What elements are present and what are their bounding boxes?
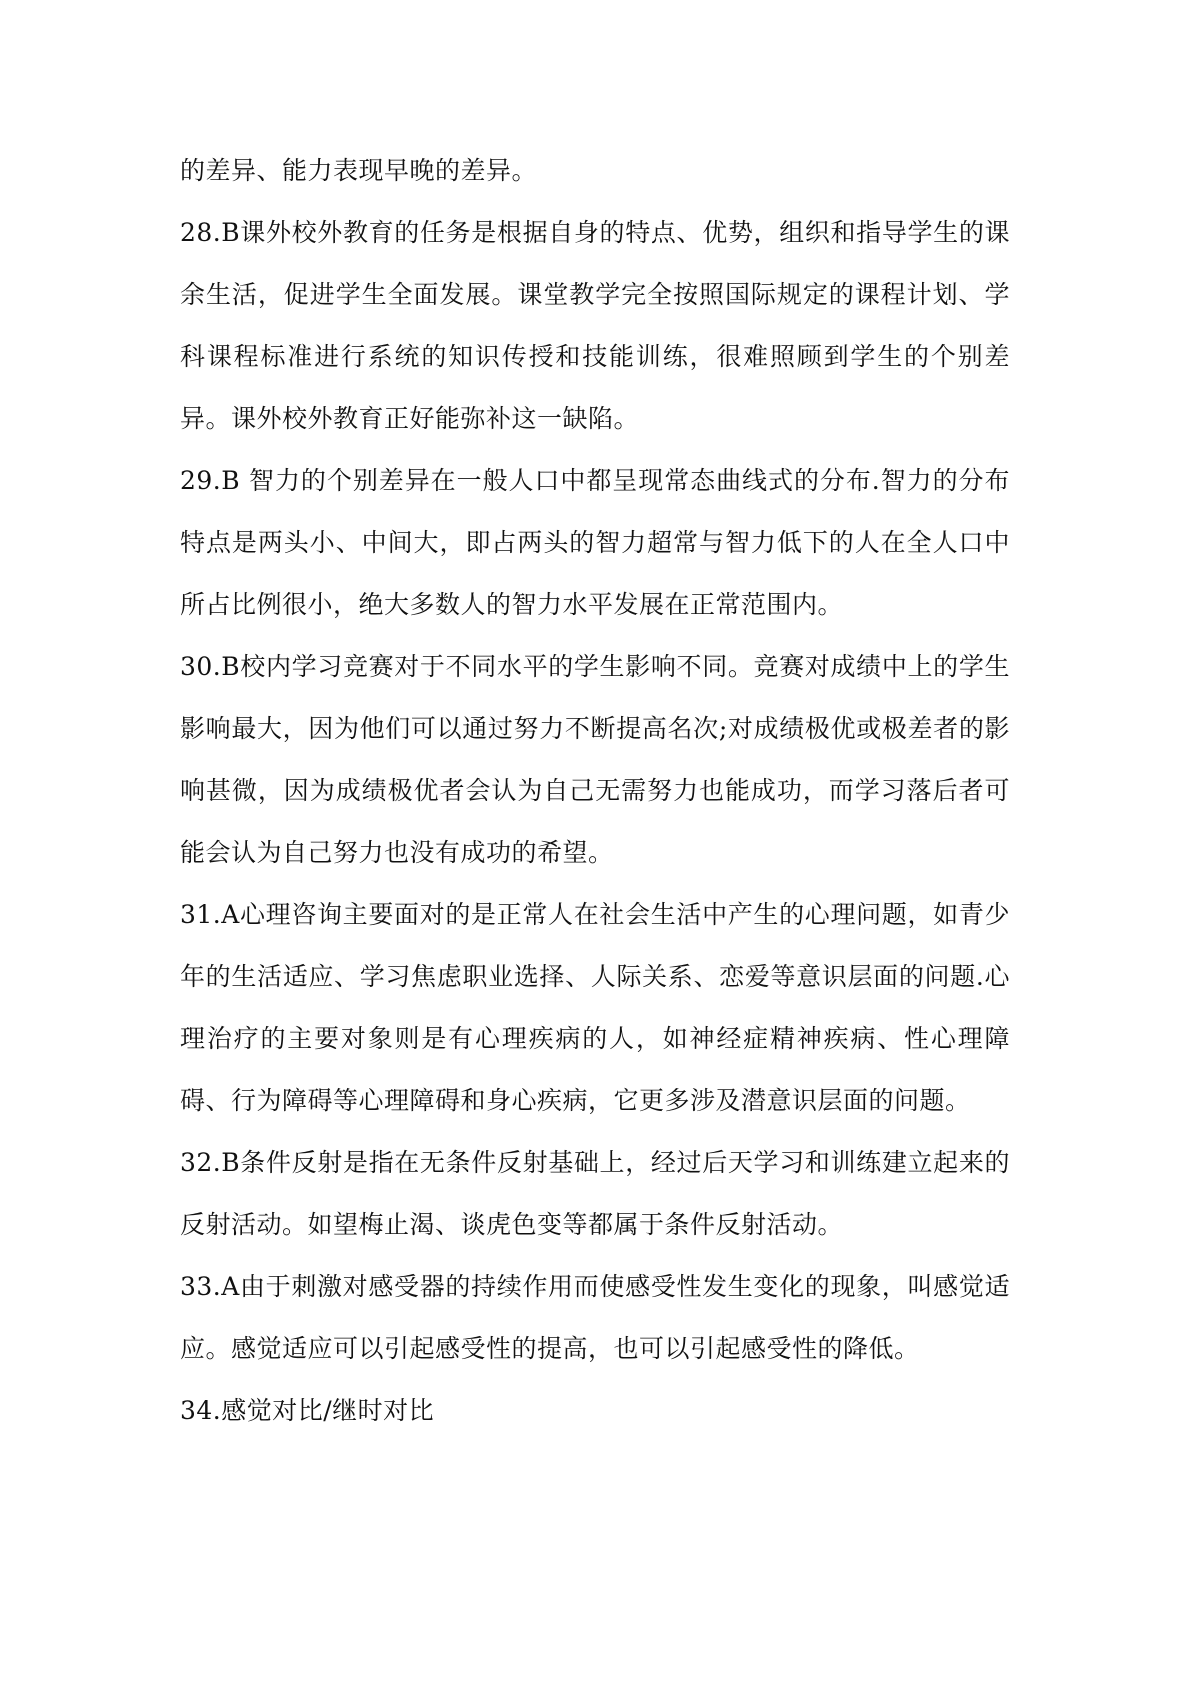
paragraph-continuation: 的差异、能力表现早晚的差异。: [180, 156, 538, 185]
answer-30-explanation: 30.B校内学习竞赛对于不同水平的学生影响不同。竞赛对成绩中上的学生影响最大，因为他们可以通过努力不断提高名次;对成绩极优或极差者的影响甚微，因为成绩极优者会认为自己无需努力也能成功，而学习落后者可能会认为自己努力也没有成功的希望。: [180, 652, 1010, 867]
answer-29-explanation: 29.B 智力的个别差异在一般人口中都呈现常态曲线式的分布.智力的分布特点是两头小、中间大，即占两头的智力超常与智力低下的人在全人口中所占比例很小，绝大多数人的智力水平发展在正常范围内。: [180, 466, 1010, 619]
answer-32-explanation: 32.B条件反射是指在无条件反射基础上，经过后天学习和训练建立起来的反射活动。如望梅止渴、谈虎色变等都属于条件反射活动。: [180, 1148, 1010, 1239]
answer-33-explanation: 33.A由于刺激对感受器的持续作用而使感受性发生变化的现象，叫感觉适应。感觉适应可以引起感受性的提高，也可以引起感受性的降低。: [180, 1272, 1010, 1363]
answer-31-explanation: 31.A心理咨询主要面对的是正常人在社会生活中产生的心理问题，如青少年的生活适应、学习焦虑职业选择、人际关系、恋爱等意识层面的问题.心理治疗的主要对象则是有心理疾病的人，如神经症精神疾病、性心理障碍、行为障碍等心理障碍和身心疾病，它更多涉及潜意识层面的问题。: [180, 900, 1010, 1115]
answer-explanations: [180, 140, 1010, 1442]
answer-34: 34.感觉对比/继时对比: [180, 1396, 435, 1425]
answer-28-explanation: 28.B课外校外教育的任务是根据自身的特点、优势，组织和指导学生的课余生活，促进学生全面发展。课堂教学完全按照国际规定的课程计划、学科课程标准进行系统的知识传授和技能训练，很难照顾到学生的个别差异。课外校外教育正好能弥补这一缺陷。: [180, 218, 1010, 433]
